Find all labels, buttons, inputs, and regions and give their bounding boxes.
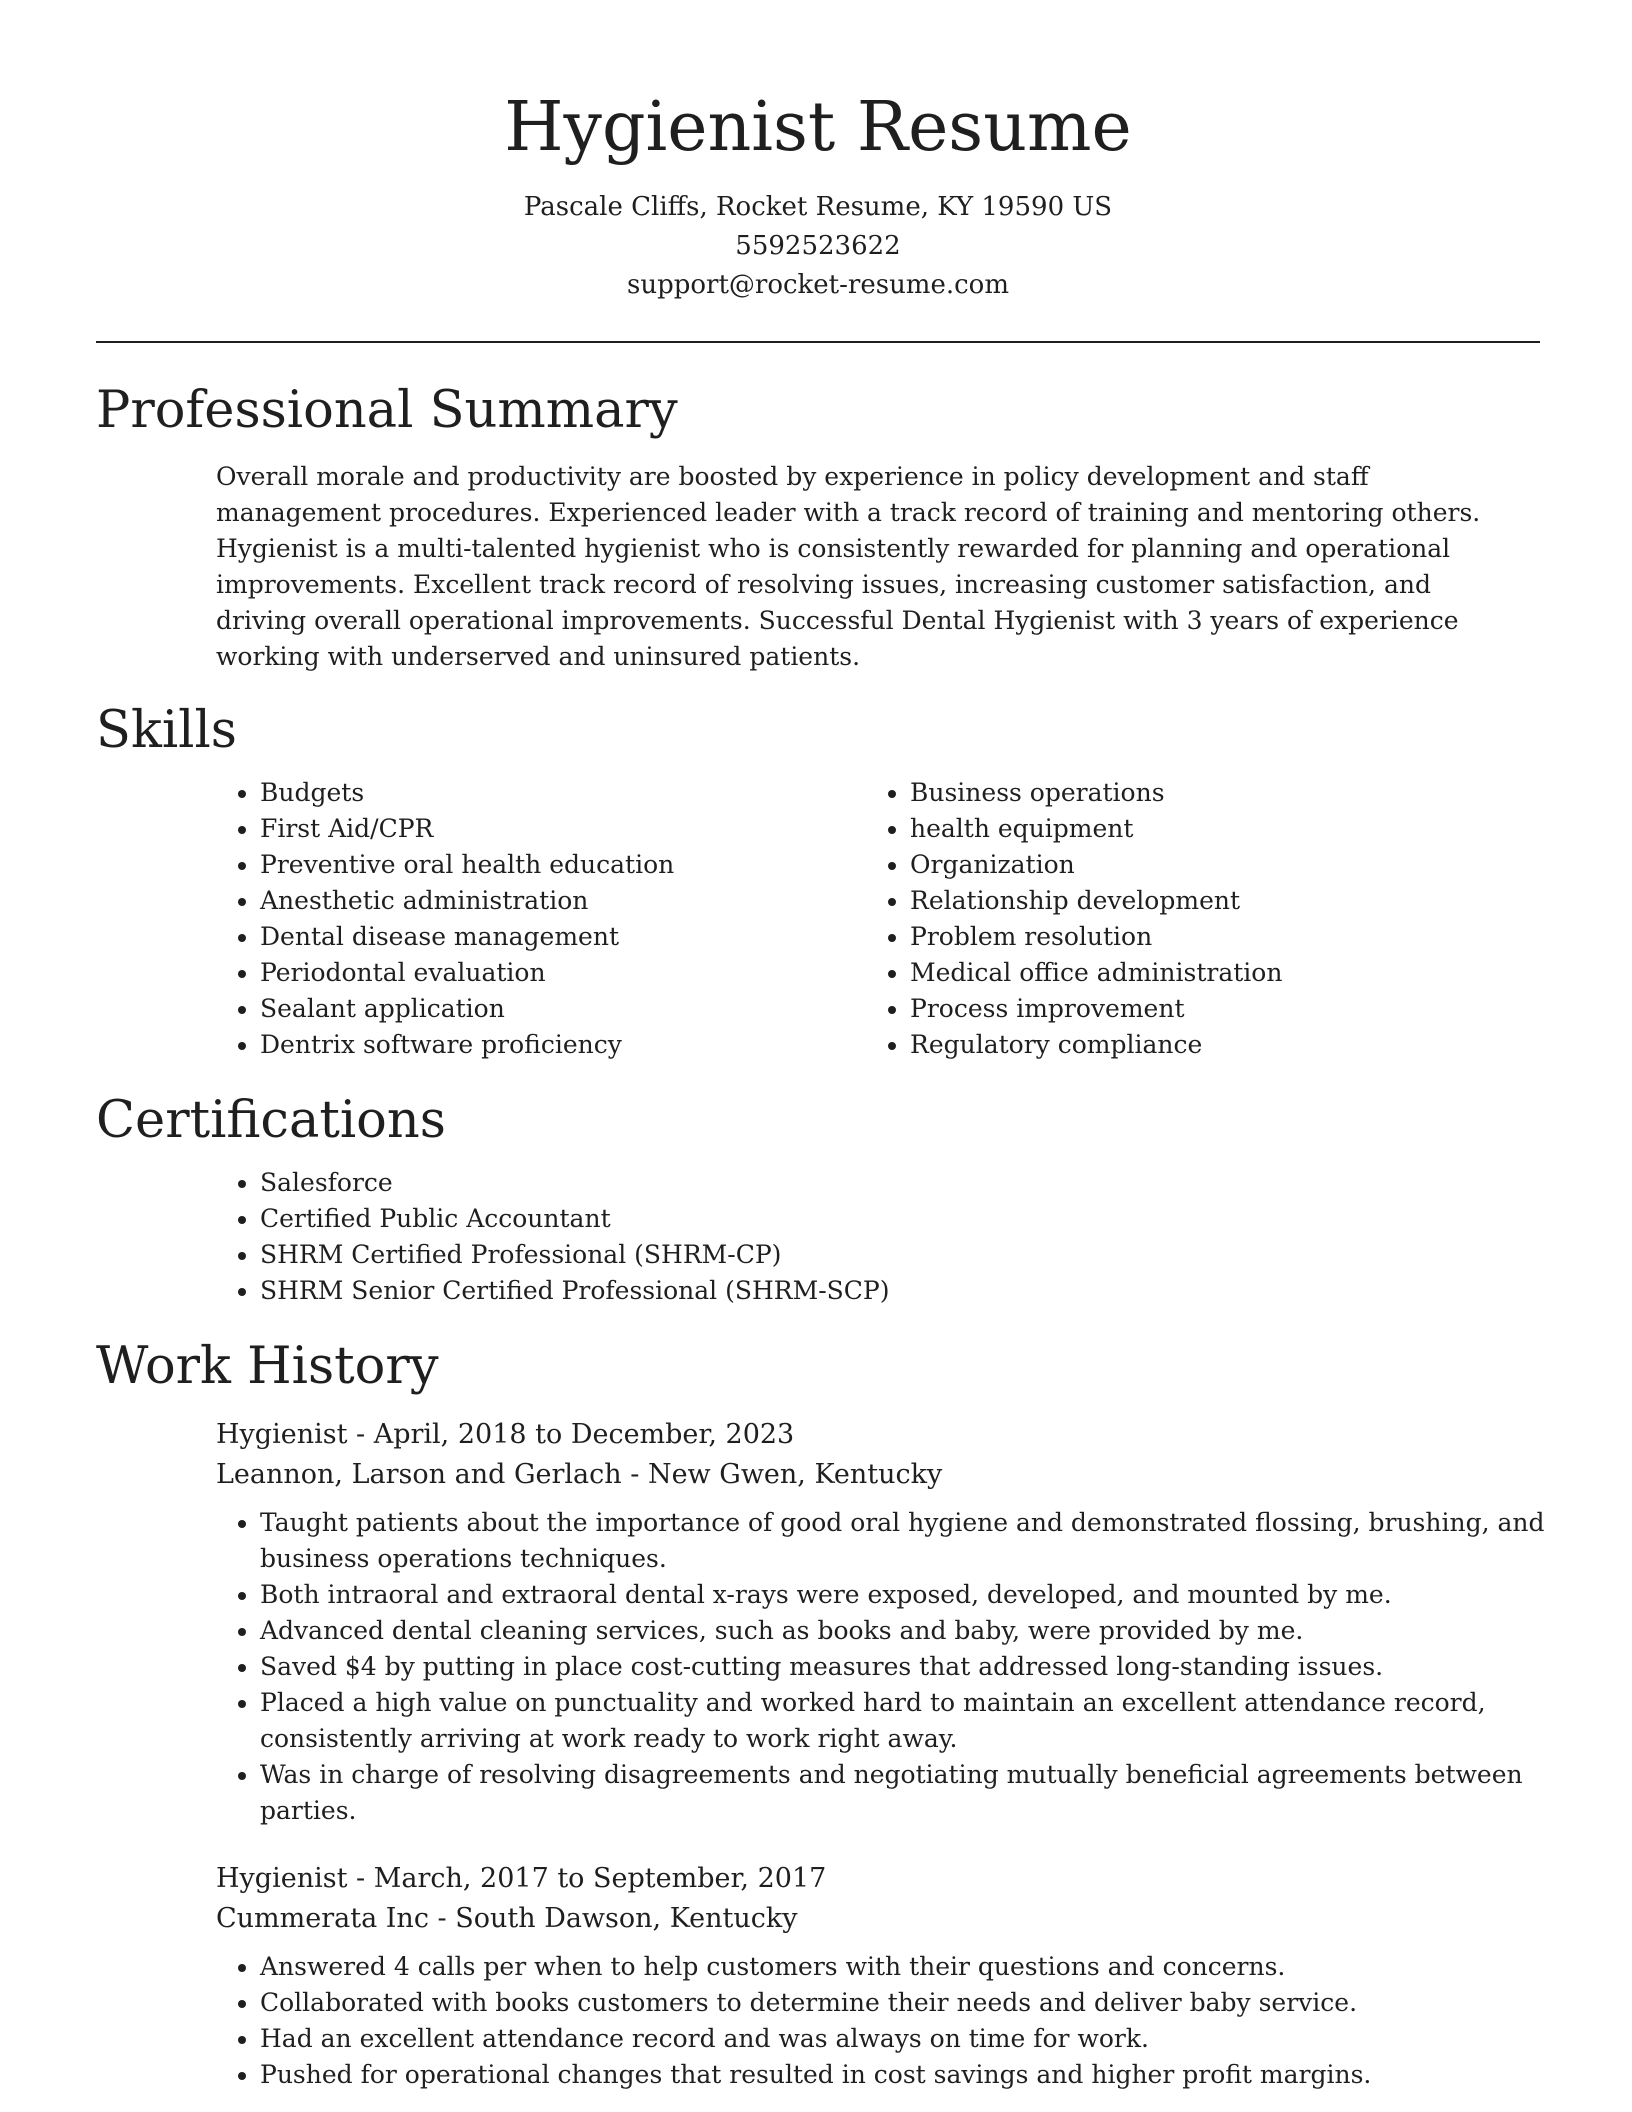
header-divider <box>96 341 1540 343</box>
skill-item: • Budgets <box>260 775 866 811</box>
job-bullet: • Collaborated with books customers to determine their needs and deliver baby service. <box>260 1985 1580 2021</box>
skill-item: • Dental disease management <box>260 919 866 955</box>
skill-item: • Medical office administration <box>910 955 1516 991</box>
contact-email: support@rocket-resume.com <box>626 270 1009 300</box>
skill-item: • Problem resolution <box>910 919 1516 955</box>
summary-heading: Professional Summary <box>96 381 678 440</box>
skill-item: • Dentrix software proficiency <box>260 1027 866 1063</box>
certification-item: • Certified Public Accountant <box>260 1201 1540 1237</box>
job-bullets <box>216 1949 1540 2093</box>
resume-title: Hygienist Resume <box>504 88 1132 167</box>
job-bullet: • Placed a high value on punctuality and worked hard to maintain an excellent attendance record, consistently arriving at work ready to work right away. <box>260 1685 1580 1757</box>
job-bullet: • Advanced dental cleaning services, such as books and baby, were provided by me. <box>260 1613 1580 1649</box>
skills-heading: Skills <box>96 701 237 760</box>
job-entry <box>216 1859 1540 2093</box>
job-bullet: • Pushed for operational changes that resulted in cost savings and higher profit margins. <box>260 2057 1580 2093</box>
skill-item: • Periodontal evaluation <box>260 955 866 991</box>
resume-page <box>96 0 1545 2093</box>
certifications-list <box>216 1165 1540 1309</box>
skill-item: • Preventive oral health education <box>260 847 866 883</box>
skill-item: • Relationship development <box>910 883 1516 919</box>
job-bullet: • Taught patients about the importance of good oral hygiene and demonstrated flossing, brushing, and business operations techniques. <box>260 1505 1580 1577</box>
job-company-location: Leannon, Larson and Gerlach - New Gwen, Kentucky <box>216 1459 943 1490</box>
contact-phone: 5592523622 <box>735 231 901 261</box>
skill-item: • First Aid/CPR <box>260 811 866 847</box>
job-title-dates: Hygienist - March, 2017 to September, 2017 <box>216 1863 827 1894</box>
skills-list <box>216 775 1540 1063</box>
job-title-dates: Hygienist - April, 2018 to December, 2023 <box>216 1419 795 1450</box>
skills-column-right <box>866 775 1516 1063</box>
certification-item: • Salesforce <box>260 1165 1540 1201</box>
job-bullet: • Answered 4 calls per when to help customers with their questions and concerns. <box>260 1949 1580 1985</box>
skill-item: • Anesthetic administration <box>260 883 866 919</box>
job-bullet: • Both intraoral and extraoral dental x-rays were exposed, developed, and mounted by me. <box>260 1577 1580 1613</box>
contact-address: Pascale Cliffs, Rocket Resume, KY 19590 US <box>523 192 1113 222</box>
work-history-heading: Work History <box>96 1337 439 1396</box>
job-bullet: • Was in charge of resolving disagreements and negotiating mutually beneficial agreements between parties. <box>260 1757 1580 1829</box>
certification-item: • SHRM Certified Professional (SHRM-CP) <box>260 1237 1540 1273</box>
certification-item: • SHRM Senior Certified Professional (SHRM-SCP) <box>260 1273 1540 1309</box>
summary-text: Overall morale and productivity are boosted by experience in policy development and staff management procedures. Experienced leader with a track record of training and mentoring others. Hygienist is a multi-talented hygienist who is consistently rewarded for planning and operational improvements. Excellent track record of resolving issues, increasing customer satisfaction, and driving overall operational improvements. Successful Dental Hygienist with 3 years of experience working with underserved and uninsured patients. <box>216 462 1481 671</box>
job-bullet: • Saved $4 by putting in place cost-cutting measures that addressed long-standing issues. <box>260 1649 1580 1685</box>
skill-item: • Sealant application <box>260 991 866 1027</box>
job-company-location: Cummerata Inc - South Dawson, Kentucky <box>216 1903 798 1934</box>
skill-item: • Process improvement <box>910 991 1516 1027</box>
skill-item: • Business operations <box>910 775 1516 811</box>
skills-column-left <box>216 775 866 1063</box>
skill-item: • health equipment <box>910 811 1516 847</box>
job-bullet: • Had an excellent attendance record and was always on time for work. <box>260 2021 1580 2057</box>
job-entry <box>216 1415 1545 1829</box>
job-bullets <box>216 1505 1545 1829</box>
skill-item: • Regulatory compliance <box>910 1027 1516 1063</box>
resume-header <box>96 0 1540 305</box>
skill-item: • Organization <box>910 847 1516 883</box>
certifications-heading: Certifications <box>96 1091 446 1150</box>
